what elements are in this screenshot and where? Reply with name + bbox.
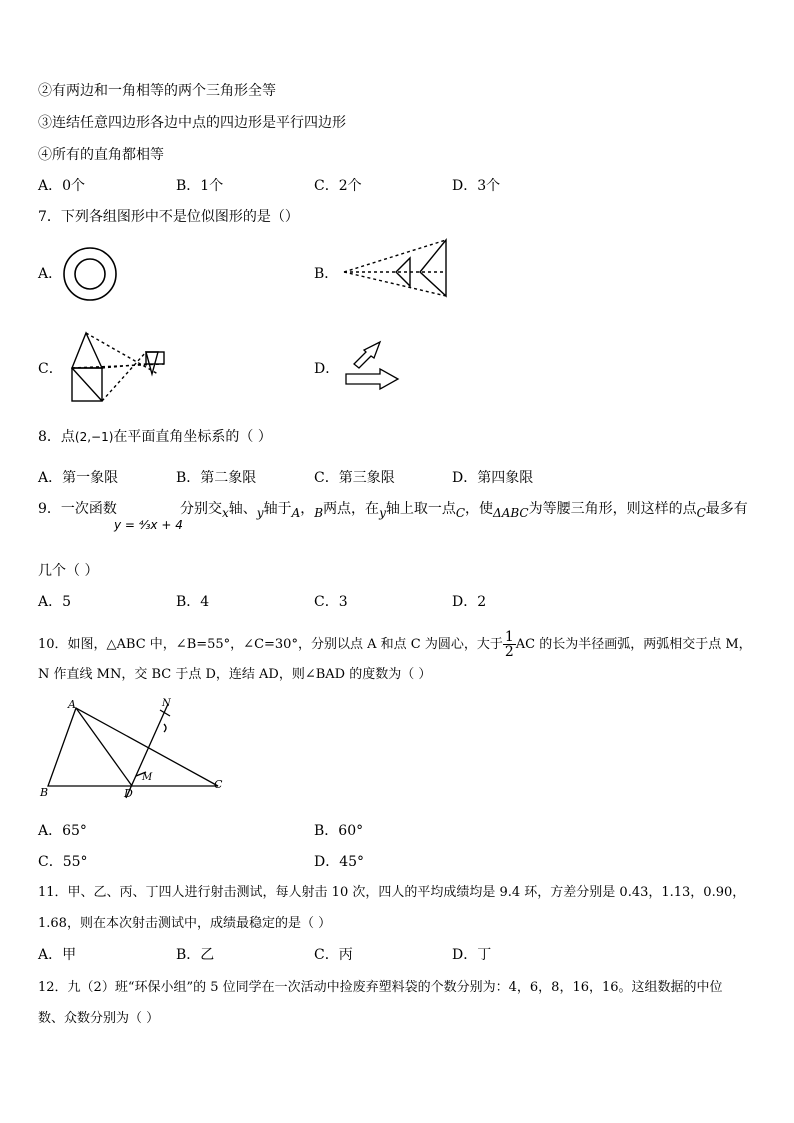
q9-stem-line1 — [38, 500, 117, 518]
q6-option-c: C．2个 — [314, 178, 362, 194]
q6-option-d: D．3个 — [452, 178, 501, 194]
q9-text-3: 轴于 — [263, 501, 292, 517]
q7-label-d: D． — [314, 361, 340, 377]
q10-frac-numerator: 1 — [504, 629, 514, 645]
q9-function: y = ⁴⁄₃x + 4 — [114, 518, 183, 532]
q10-triangle-figure — [36, 696, 236, 806]
q9-text-6: 轴上取一点 — [385, 501, 456, 517]
q10-text-b: AC 的长为半径画弧，两弧相交于点 M， — [515, 637, 752, 652]
q11-stem-line1: 11．甲、乙、丙、丁四人进行射击测试，每人射击 10 次，四人的平均成绩均是 9.4 环，方差分别是 0.43，1.13，0.90， — [38, 885, 746, 900]
q9-text-2: 轴、 — [228, 501, 257, 517]
q6-statement-2: ②有两边和一角相等的两个三角形全等 — [38, 83, 276, 99]
q7-label-b: B． — [314, 266, 339, 282]
q7-figure-b-homothetic-triangles — [336, 236, 456, 300]
q10-option-a: A．65° — [38, 823, 87, 839]
q9-text-4: ， — [300, 501, 315, 517]
q10-label-m: M — [142, 772, 153, 783]
q10-fraction — [503, 630, 516, 659]
q6-option-b: B．1个 — [176, 178, 224, 194]
q10-stem-line1 — [38, 630, 752, 659]
q9-text-1: 分别交 — [180, 501, 222, 517]
q7-figure-c-house-shapes — [66, 330, 170, 404]
q9-option-c: C．3 — [314, 594, 348, 610]
q9-stem-line2: 几个（ ） — [38, 563, 99, 579]
q10-option-b: B．60° — [314, 823, 364, 839]
q9-text-9: 最多有 — [705, 501, 748, 517]
q9-var-c: C — [455, 506, 466, 520]
q7-figure-a-concentric-circles — [60, 244, 120, 304]
q11-option-a: A．甲 — [38, 947, 77, 963]
q11-option-b: B．乙 — [176, 947, 215, 963]
q8-suffix: 在平面直角坐标系的（ ） — [113, 429, 272, 445]
q12-stem-line1: 12．九（2）班“环保小组”的 5 位同学在一次活动中捡废弃塑料袋的个数分别为：4，6，8，16，16。这组数据的中位 — [38, 980, 723, 995]
q12-stem-line2: 数、众数分别为（ ） — [38, 1011, 160, 1026]
q8-stem — [38, 428, 272, 446]
q9-option-a: A．5 — [38, 594, 72, 610]
q9-var-c2: C — [696, 506, 706, 520]
q10-label-n: N — [162, 698, 171, 709]
q10-label-b: B — [40, 786, 49, 799]
q8-point: (2,−1) — [74, 430, 114, 444]
q9-option-d: D．2 — [452, 594, 487, 610]
q10-stem-line2: N 作直线 MN，交 BC 于点 D，连结 AD，则∠BAD 的度数为（ ） — [38, 667, 432, 682]
q8-option-d: D．第四象限 — [452, 470, 534, 486]
q10-option-d: D．45° — [314, 854, 365, 870]
q9-var-y2: y — [379, 506, 386, 520]
q11-stem-line2: 1.68，则在本次射击测试中，成绩最稳定的是（ ） — [38, 916, 332, 931]
q10-label-a: A — [68, 698, 76, 711]
q9-var-b: B — [314, 506, 324, 520]
q9-triangle: ΔABC — [493, 506, 529, 520]
q9-prefix: 9．一次函数 — [38, 501, 117, 517]
q8-option-c: C．第三象限 — [314, 470, 395, 486]
q7-label-c: C． — [38, 361, 63, 377]
q9-stem-rest — [180, 500, 748, 522]
q9-var-x: x — [222, 506, 229, 520]
q10-option-c: C．55° — [38, 854, 88, 870]
q6-statement-4: ④所有的直角都相等 — [38, 147, 164, 163]
q11-option-d: D．丁 — [452, 947, 492, 963]
q6-statement-3: ③连结任意四边形各边中点的四边形是平行四边形 — [38, 115, 346, 131]
q9-text-7: ，使 — [465, 501, 494, 517]
q11-option-c: C．丙 — [314, 947, 353, 963]
q8-prefix: 8．点 — [38, 429, 75, 445]
q7-stem: 7．下列各组图形中不是位似图形的是（） — [38, 209, 299, 225]
q10-label-c: C — [214, 778, 223, 791]
q7-figure-d-arrows — [340, 336, 406, 392]
q8-option-b: B．第二象限 — [176, 470, 257, 486]
q6-option-a: A．0个 — [38, 178, 86, 194]
q10-text-a: 10．如图，△ABC 中，∠B=55°，∠C=30°，分别以点 A 和点 C 为圆心，大于 — [38, 637, 503, 652]
q9-text-8: 为等腰三角形，则这样的点 — [528, 501, 697, 517]
q9-text-5: 两点，在 — [323, 501, 380, 517]
q10-label-d: D — [124, 787, 133, 800]
q7-label-a: A． — [38, 266, 63, 282]
q8-option-a: A．第一象限 — [38, 470, 119, 486]
q10-frac-denominator: 2 — [504, 644, 514, 660]
q9-var-a: A — [291, 506, 301, 520]
q9-var-y: y — [256, 506, 264, 520]
q9-option-b: B．4 — [176, 594, 210, 610]
